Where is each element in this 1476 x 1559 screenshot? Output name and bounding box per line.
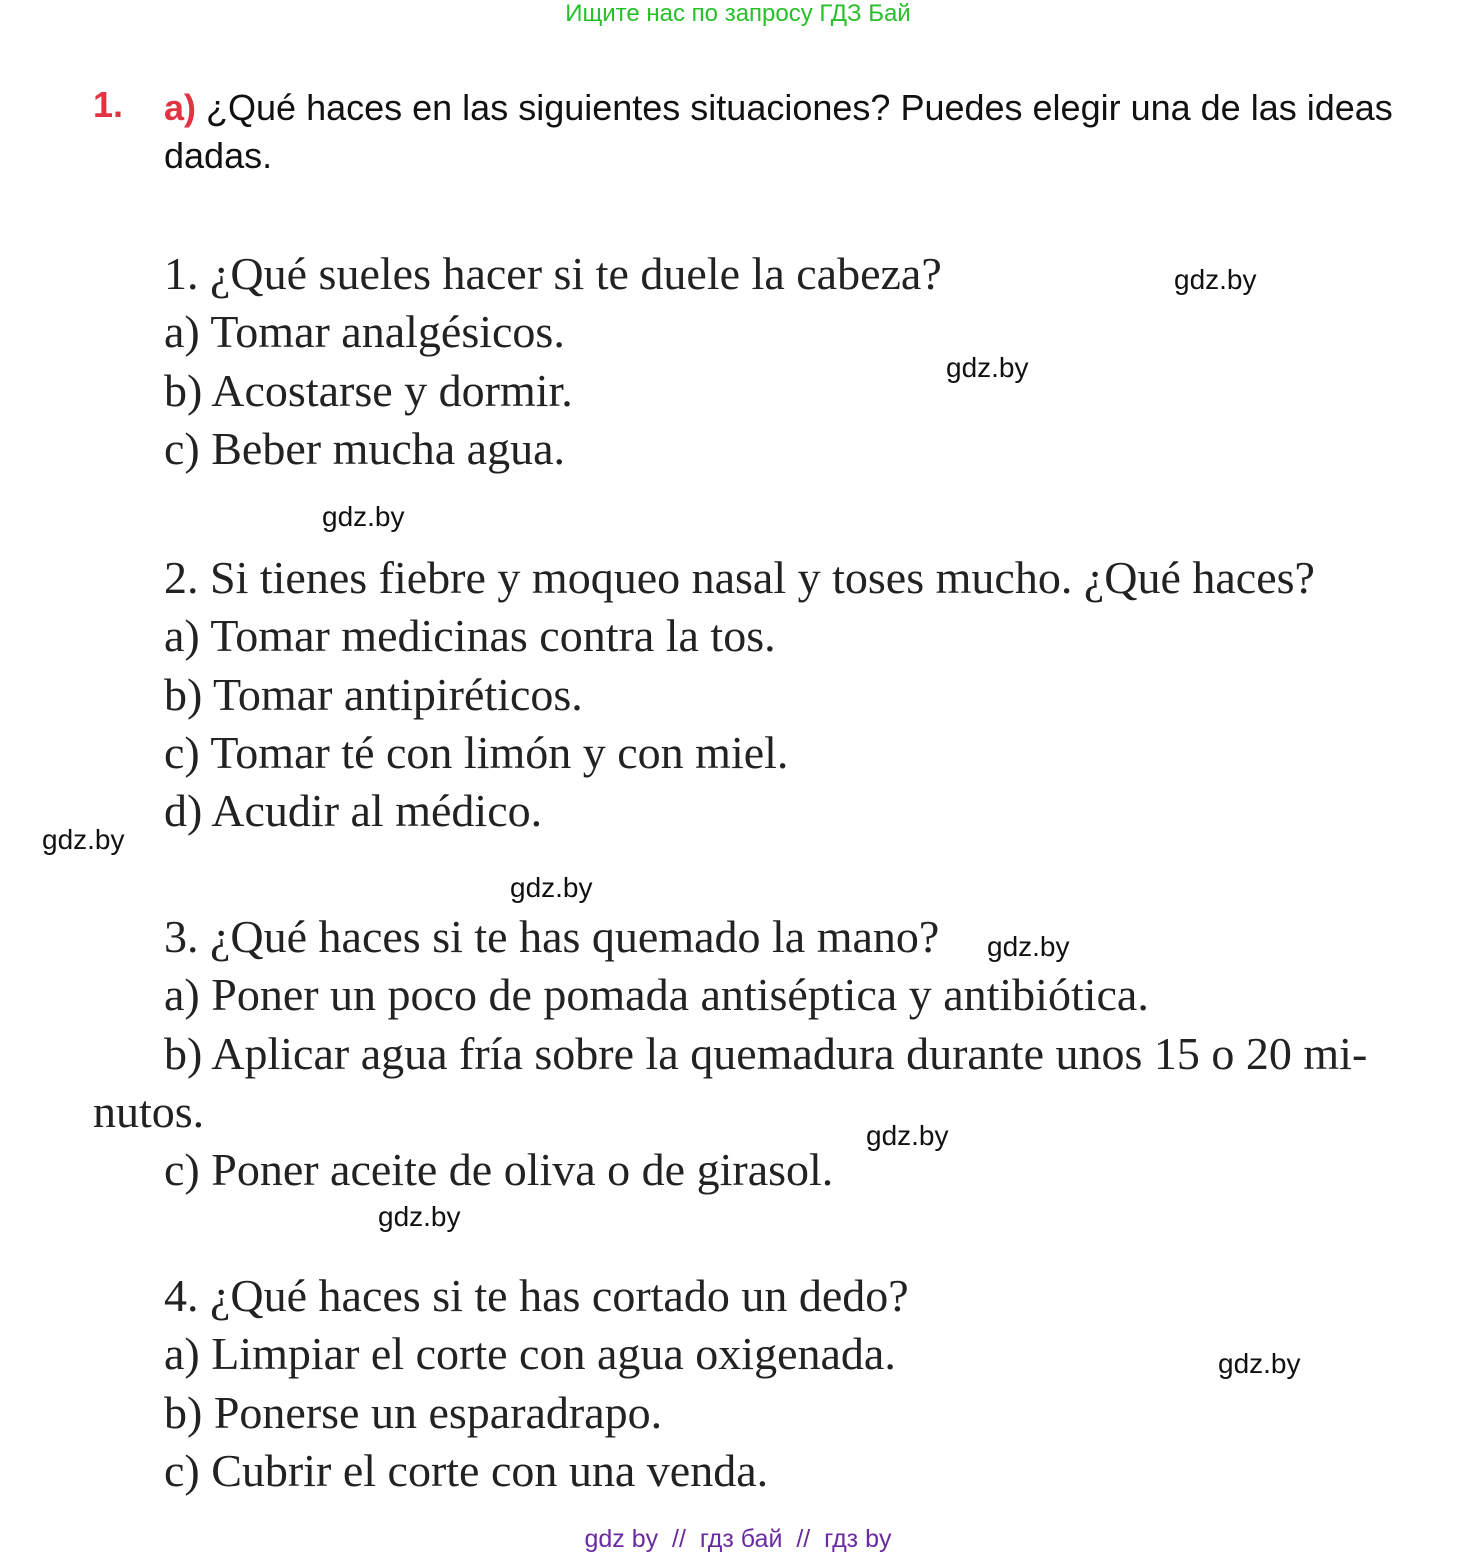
question-4-option-b: b) Ponerse un esparadrapo. bbox=[164, 1387, 663, 1438]
watermark: gdz.by bbox=[42, 824, 125, 855]
question-1-option-c: c) Beber mucha agua. bbox=[164, 423, 566, 474]
question-2-option-c: c) Tomar té con limón y con miel. bbox=[164, 727, 789, 778]
watermark: gdz.by bbox=[866, 1120, 949, 1151]
question-4: 4. ¿Qué haces si te has cortado un dedo? bbox=[164, 1270, 909, 1321]
exercise-instruction-text: ¿Qué haces en las siguientes situaciones? Puedes elegir una de las ideas dadas. bbox=[164, 87, 1393, 176]
question-2-option-a: a) Tomar medicinas contra la tos. bbox=[164, 610, 776, 661]
question-1-option-a: a) Tomar analgésicos. bbox=[164, 306, 565, 357]
exercise-part-label: a) bbox=[164, 87, 197, 128]
question-1: 1. ¿Qué sueles hacer si te duele la cabeza? bbox=[164, 248, 942, 299]
question-3-option-a: a) Poner un poco de pomada antiséptica y antibiótica. bbox=[164, 969, 1149, 1020]
question-4-option-c: c) Cubrir el corte con una venda. bbox=[164, 1445, 769, 1496]
watermark: gdz.by bbox=[987, 931, 1070, 962]
question-3-option-b: b) Aplicar agua fría sobre la quemadura durante unos 15 o 20 mi- bbox=[164, 1028, 1368, 1079]
top-banner: Ищите нас по запросу ГДЗ Бай bbox=[565, 0, 911, 27]
question-3: 3. ¿Qué haces si te has quemado la mano? bbox=[164, 911, 940, 962]
watermark: gdz.by bbox=[322, 501, 405, 532]
exercise-number: 1. bbox=[93, 84, 124, 125]
question-4-option-a: a) Limpiar el corte con agua oxigenada. bbox=[164, 1328, 896, 1379]
watermark: gdz.by bbox=[946, 352, 1029, 383]
footer-watermark: gdz by // гдз бай // гдз by bbox=[584, 1525, 892, 1553]
watermark: gdz.by bbox=[1218, 1348, 1301, 1379]
question-2: 2. Si tienes fiebre y moqueo nasal y toses mucho. ¿Qué haces? bbox=[164, 552, 1315, 603]
watermark: gdz.by bbox=[510, 872, 593, 903]
question-2-option-d: d) Acudir al médico. bbox=[164, 785, 543, 836]
watermark: gdz.by bbox=[378, 1201, 461, 1232]
exercise-instruction bbox=[164, 84, 1424, 180]
watermark: gdz.by bbox=[1174, 264, 1257, 295]
question-3-option-c: c) Poner aceite de oliva o de girasol. bbox=[164, 1144, 834, 1195]
question-3-option-b-continued: nutos. bbox=[93, 1086, 205, 1137]
question-1-option-b: b) Acostarse y dormir. bbox=[164, 365, 573, 416]
question-2-option-b: b) Tomar antipiréticos. bbox=[164, 669, 583, 720]
